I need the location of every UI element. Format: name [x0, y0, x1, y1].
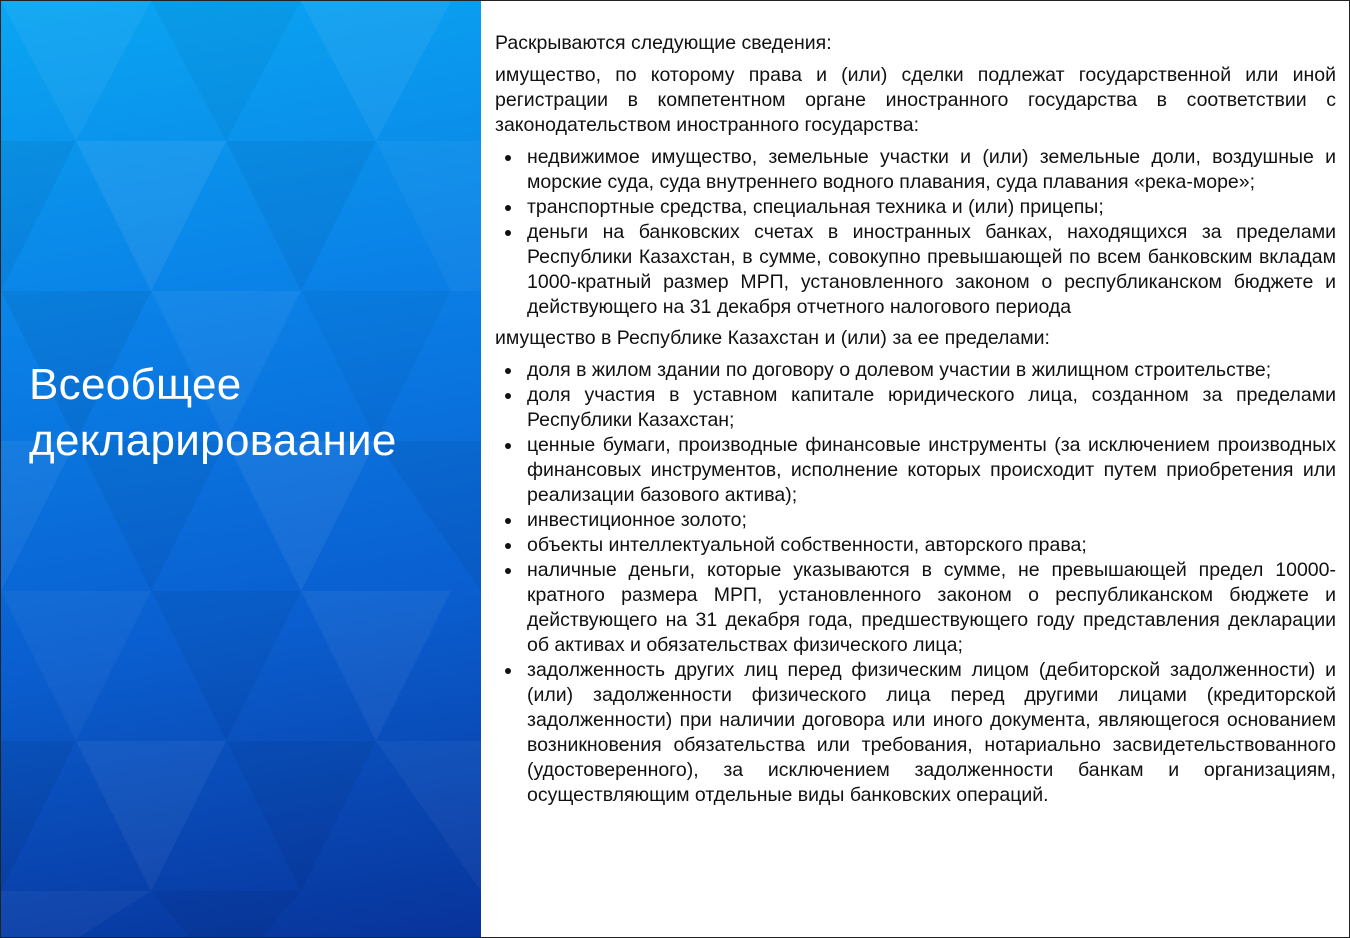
list-item: наличные деньги, которые указываются в сумме, не превышающей предел 10000-кратного размера МРП, установленного законом о республиканском бюджете и действующего на 31 декабря года, предшествующего году представления декларации об активах и обязательствах физического лица; [527, 559, 1336, 656]
section1-list [495, 145, 1336, 320]
list-item: задолженность других лиц перед физическим лицом (дебиторской задолженности) и (или) задолженности физического лица перед другими лицами (кредиторской задолженности) при наличии договора или иного документа, являющегося основанием возникновения обязательства или требования, нотариально засвидетельствованного (удостоверенного), за исключением задолженности банкам и организациям, осуществляющим отдельные виды банковских операций. [527, 659, 1336, 806]
section2-heading: имущество в Республике Казахстан и (или) за ее пределами: [495, 327, 1050, 349]
section1-heading: имущество, по которому права и (или) сделки подлежат государственной или иной регистрации в компетентном органе иностранного государства в соответствии с законодательством иностранного государства: [495, 64, 1336, 136]
list-item: транспортные средства, специальная техника и (или) прицепы; [527, 195, 1336, 220]
list-item: объекты интеллектуальной собственности, авторского права; [527, 533, 1336, 558]
slide-title [29, 357, 469, 469]
list-item: доля в жилом здании по договору о долевом участии в жилищном строительстве; [527, 358, 1336, 383]
list-item: недвижимое имущество, земельные участки и (или) земельные доли, воздушные и морские суда, суда внутреннего водного плавания, суда плавания «река-море»; [527, 146, 1336, 193]
list-item: доля участия в уставном капитале юридического лица, созданном за пределами Республики Казахстан; [527, 384, 1336, 431]
background-pattern [1, 1, 481, 938]
title-panel [1, 1, 481, 938]
list-item: деньги на банковских счетах в иностранных банках, находящихся за пределами Республики Казахстан, в сумме, совокупно превышающей по всем банковским вкладам 1000-кратный размер МРП, установленного законом о республиканском бюджете и действующего на 31 декабря отчетного налогового периода [527, 221, 1336, 318]
list-item: ценные бумаги, производные финансовые инструменты (за исключением производных финансовых инструментов, исполнение которых происходит путем приобретения или реализации базового актива); [527, 434, 1336, 506]
slide-title-line2: декларироваание [29, 416, 397, 465]
slide-title-line1: Всеобщее [29, 360, 242, 409]
content-area [495, 31, 1336, 814]
section2-list [495, 358, 1336, 808]
list-item: инвестиционное золото; [527, 508, 1336, 533]
intro-text: Раскрываются следующие сведения: [495, 32, 832, 54]
